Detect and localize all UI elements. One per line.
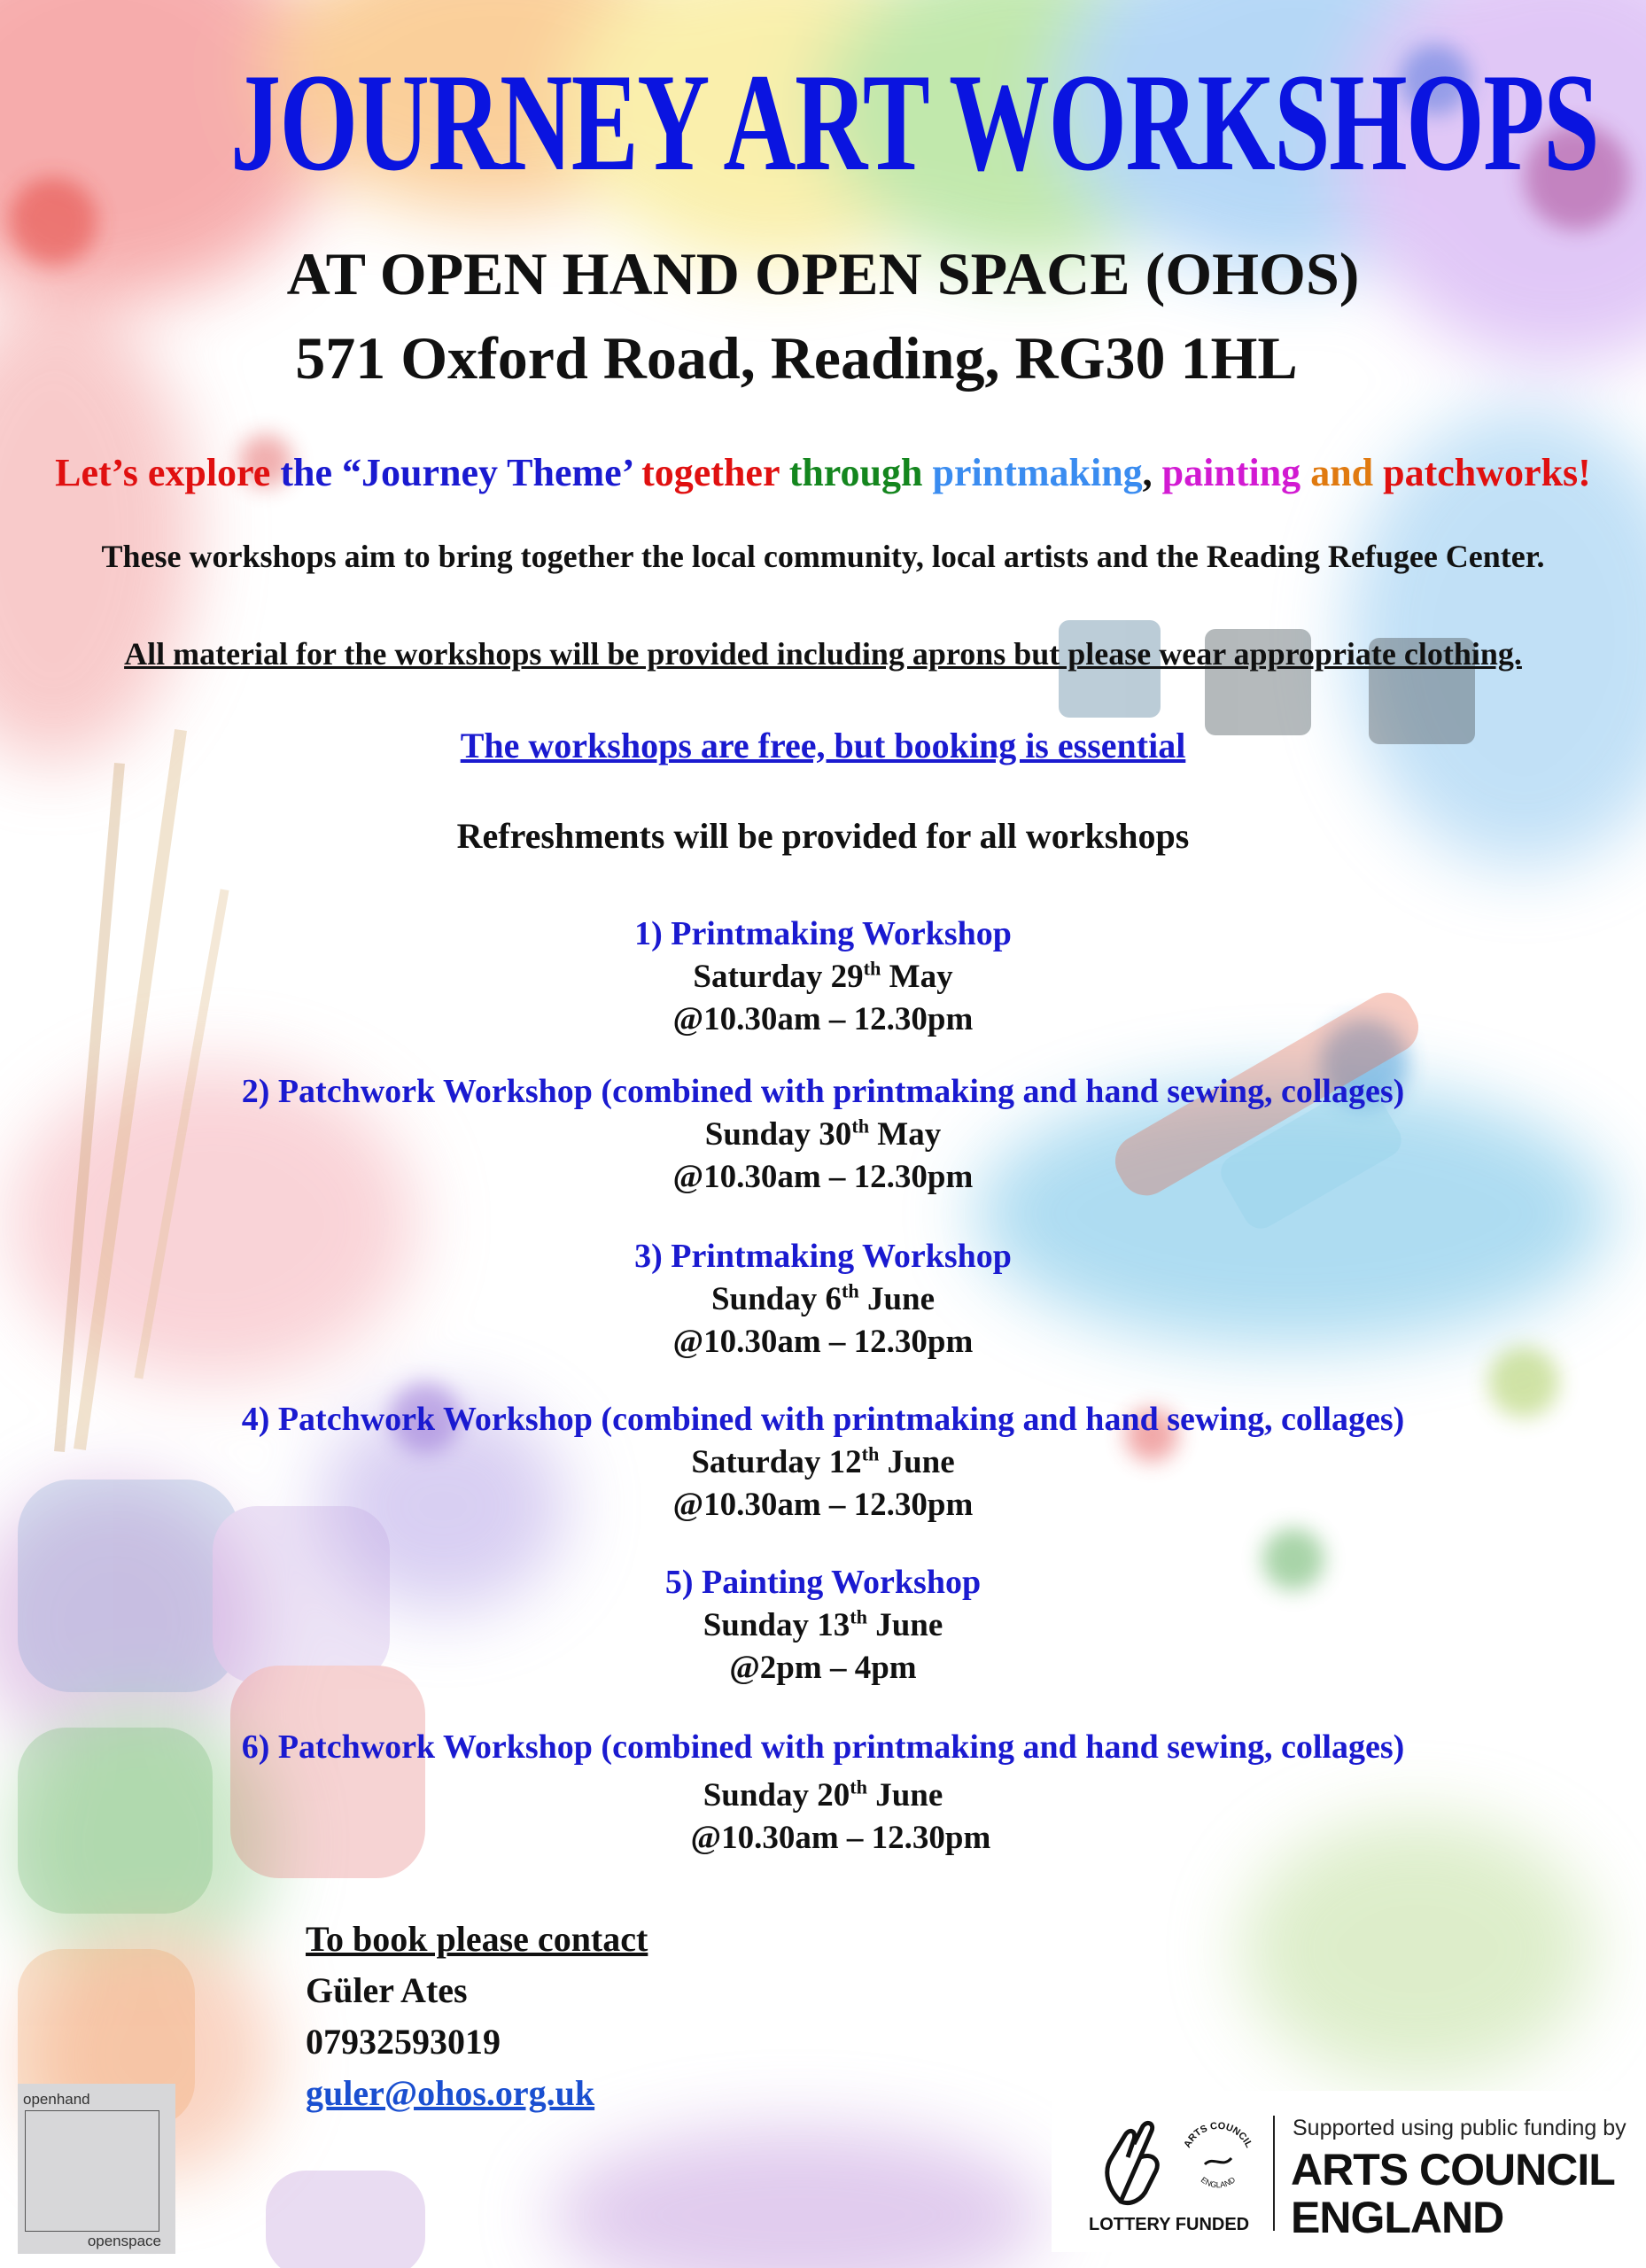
tagline-segment: , (1142, 451, 1162, 494)
tagline-segment: patchworks! (1383, 451, 1591, 494)
workshop-title: 5) Painting Workshop (664, 1564, 982, 1601)
logo-text-top: openhand (23, 2091, 90, 2108)
date-text: Sunday 30 (704, 1116, 852, 1153)
workshop-item (0, 1235, 1646, 1364)
arts-council-seal-icon (1174, 2116, 1262, 2204)
tagline-segment: through (788, 451, 933, 494)
arts-council-england: ENGLAND (1291, 2193, 1504, 2242)
supported-by-label: Supported using public funding by (1293, 2116, 1627, 2140)
date-text: Sunday 6 (710, 1281, 842, 1318)
tagline-segment: Let’s explore (55, 451, 281, 494)
tagline (0, 450, 1646, 495)
date-text: Sunday 13 (703, 1607, 850, 1644)
workshop-date (0, 1114, 1646, 1156)
workshop-date (0, 1278, 1646, 1321)
venue-address: 571 Oxford Road, Reading, RG30 1HL (295, 324, 1298, 392)
workshop-date (0, 956, 1646, 998)
seal-top-text: ARTS COUNCIL (1182, 2120, 1254, 2150)
workshop-item (0, 1398, 1646, 1527)
date-month: June (866, 1777, 943, 1814)
workshop-title: 3) Printmaking Workshop (634, 1238, 1012, 1275)
date-month: June (866, 1607, 943, 1644)
logo-divider (1273, 2116, 1275, 2231)
arts-council-logo (1052, 2091, 1631, 2252)
tagline-segment: printmaking (932, 451, 1143, 494)
workshop-item (0, 913, 1646, 1042)
workshop-date (0, 1604, 1646, 1647)
poster-title: JOURNEY ART WORKSHOPS (230, 45, 1599, 200)
tagline-segment: the “Journey Theme’ (280, 451, 642, 494)
date-text: Saturday 29 (693, 959, 864, 996)
aim-statement: These workshops aim to bring together the local community, local artists and the Reading Refugee Center. (101, 539, 1545, 574)
arts-council-name: ARTS COUNCIL (1291, 2145, 1615, 2194)
lottery-funded-label: LOTTERY FUNDED (1089, 2215, 1250, 2234)
date-month: June (879, 1444, 955, 1481)
contact-phone[interactable]: 07932593019 (306, 2022, 501, 2062)
contact-heading: To book please contact (306, 1919, 648, 1959)
tagline-segment: and (1310, 451, 1384, 494)
workshop-time: @10.30am – 12.30pm (690, 1820, 991, 1857)
workshop-date (0, 1441, 1646, 1484)
date-text: Sunday 20 (703, 1777, 850, 1814)
contact-email-link[interactable]: guler@ohos.org.uk (306, 2073, 595, 2113)
seal-bottom-text: ENGLAND (1199, 2175, 1238, 2190)
contact-name: Güler Ates (306, 1970, 468, 2010)
date-suffix: th (842, 1280, 859, 1303)
svg-text:ENGLAND (1200, 2175, 1238, 2189)
date-month: May (869, 1116, 942, 1153)
date-suffix: th (861, 1443, 880, 1466)
workshop-item (0, 1561, 1646, 1690)
workshop-item (0, 1726, 1646, 1860)
refreshments-notice: Refreshments will be provided for all workshops (456, 816, 1190, 856)
tagline-segment: together (641, 451, 789, 494)
workshop-time: @10.30am – 12.30pm (672, 1001, 974, 1038)
workshop-date (0, 1775, 1646, 1817)
logo-square (25, 2110, 159, 2232)
date-month: May (881, 959, 953, 996)
venue-heading: AT OPEN HAND OPEN SPACE (OHOS) (286, 240, 1360, 307)
booking-notice: The workshops are free, but booking is essential (460, 726, 1186, 765)
workshop-time: @10.30am – 12.30pm (672, 1159, 974, 1196)
material-notice: All material for the workshops will be provided including aprons but please wear appropriate clothing. (124, 636, 1522, 672)
workshop-title: 2) Patchwork Workshop (combined with printmaking and hand sewing, collages) (241, 1073, 1405, 1110)
tagline-segment: painting (1161, 451, 1311, 494)
logo-text-bottom: openspace (87, 2233, 161, 2249)
date-month: June (858, 1281, 936, 1318)
date-suffix: th (850, 1606, 867, 1629)
workshop-title: 1) Printmaking Workshop (634, 915, 1012, 952)
date-text: Saturday 12 (691, 1444, 862, 1481)
openhand-openspace-logo (18, 2084, 175, 2254)
date-suffix: th (851, 1115, 870, 1138)
workshop-time: @2pm – 4pm (729, 1650, 917, 1687)
workshop-title: 4) Patchwork Workshop (combined with printmaking and hand sewing, collages) (241, 1401, 1405, 1438)
contact-block (306, 1914, 648, 2119)
date-suffix: th (850, 1776, 867, 1799)
workshop-title: 6) Patchwork Workshop (combined with printmaking and hand sewing, collages) (241, 1728, 1405, 1766)
date-suffix: th (863, 958, 881, 981)
workshop-time: @10.30am – 12.30pm (672, 1324, 974, 1361)
workshop-time: @10.30am – 12.30pm (672, 1487, 974, 1524)
workshop-item (0, 1070, 1646, 1200)
svg-text:ARTS COUNCIL (1182, 2121, 1254, 2150)
